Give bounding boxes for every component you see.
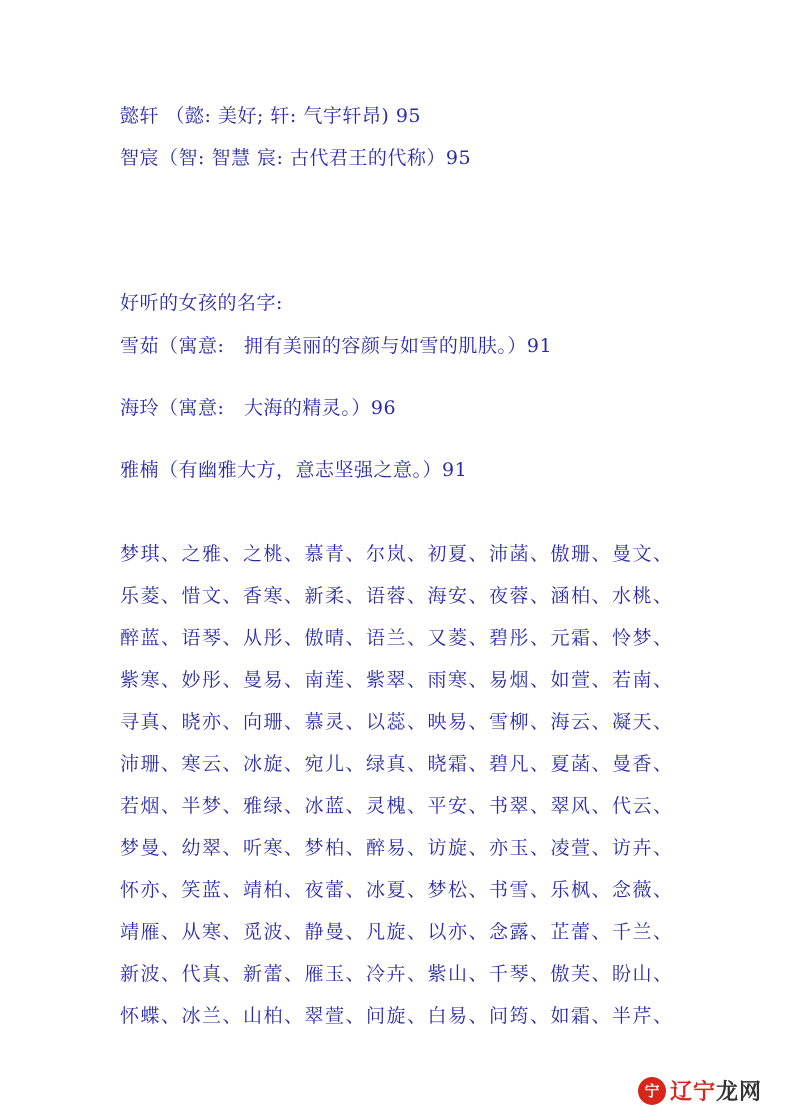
names-row: 靖雁、从寒、觅波、静曼、凡旋、以亦、念露、芷蕾、千兰、 [120, 921, 674, 943]
names-row: 紫寒、妙彤、曼易、南莲、紫翠、雨寒、易烟、如萱、若南、 [120, 669, 674, 691]
names-row: 新波、代真、新蕾、雁玉、冷卉、紫山、千琴、傲芙、盼山、 [120, 963, 674, 985]
name-entry-yanan: 雅楠（有幽雅大方，意志坚强之意。）91 [120, 459, 468, 481]
name-entry-zhichen: 智宸（智: 智慧 宸: 古代君王的代称）95 [120, 147, 472, 169]
site-watermark-text [670, 1075, 762, 1106]
name-entry-yixuan: 懿轩 （懿: 美好; 轩: 气宇轩昂) 95 [120, 105, 421, 127]
names-row: 沛珊、寒云、冰旋、宛儿、绿真、晓霜、碧凡、夏菡、曼香、 [120, 753, 674, 775]
site-watermark [638, 1075, 762, 1106]
names-row: 梦琪、之雅、之桃、慕青、尔岚、初夏、沛菡、傲珊、曼文、 [120, 543, 674, 565]
names-list [120, 542, 680, 1046]
names-row: 醉蓝、语琴、从彤、傲晴、语兰、又菱、碧彤、元霜、怜梦、 [120, 627, 674, 649]
names-row: 若烟、半梦、雅绿、冰蓝、灵槐、平安、书翠、翠风、代云、 [120, 795, 674, 817]
names-row: 怀蝶、冰兰、山柏、翠萱、问旋、白易、问筠、如霜、半芹、 [120, 1005, 674, 1027]
watermark-text-red: 辽宁 [669, 1080, 716, 1105]
names-row: 乐菱、惜文、香寒、新柔、语蓉、海安、夜蓉、涵柏、水桃、 [120, 585, 674, 607]
names-row: 梦曼、幼翠、听寒、梦柏、醉易、访旋、亦玉、凌萱、访卉、 [120, 837, 674, 859]
names-row: 怀亦、笑蓝、靖柏、夜蕾、冰夏、梦松、书雪、乐枫、念薇、 [120, 879, 674, 901]
name-entry-xueru: 雪茹（寓意: 拥有美丽的容颜与如雪的肌肤。）91 [120, 335, 553, 357]
site-logo-icon: 宁 [638, 1077, 666, 1105]
section-heading-girl-names: 好听的女孩的名字: [120, 292, 283, 314]
name-entry-hailing: 海玲（寓意: 大海的精灵。）96 [120, 397, 397, 419]
watermark-text-dark: 龙网 [715, 1080, 762, 1105]
names-row: 寻真、晓亦、向珊、慕灵、以蕊、映易、雪柳、海云、凝天、 [120, 711, 674, 733]
